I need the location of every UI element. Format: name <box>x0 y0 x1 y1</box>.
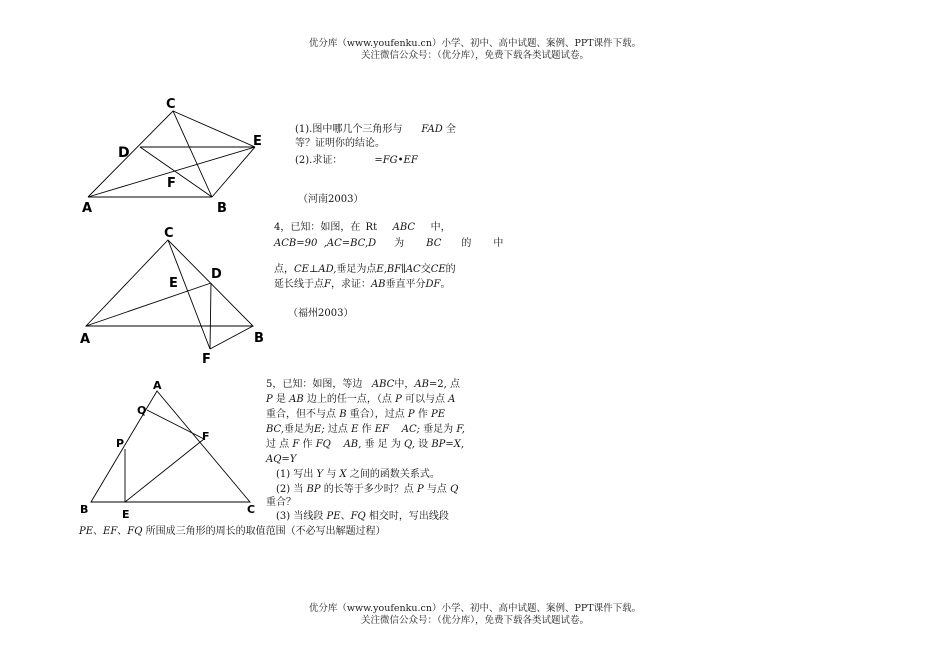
text-span: 交 <box>420 264 431 275</box>
header-line-2: 关注微信公众号：（优分库），免费下载各类试题试卷。 <box>360 50 589 61</box>
text-span: 垂足为 <box>284 424 315 435</box>
text-span: 设 <box>418 439 429 450</box>
text-span: 5，已知：如图，等边 <box>266 379 363 390</box>
figure-2 <box>80 226 264 367</box>
fig3-label-e: E <box>122 508 130 521</box>
problem5-line-4 <box>266 422 465 437</box>
text-span: X <box>339 469 347 480</box>
problem3-question-1-line-1 <box>295 122 456 137</box>
text-span: =2, 点 <box>428 379 461 390</box>
text-span: 、 <box>117 526 128 537</box>
fig1-label-b: B <box>217 201 227 216</box>
fig1-label-e: E <box>253 134 262 149</box>
problem3-source: （河南2003） <box>298 194 364 205</box>
text-span: 作 <box>417 409 428 420</box>
text-span: 、 <box>340 511 351 522</box>
fig3-line-ef <box>125 439 204 502</box>
text-span: Q <box>450 484 459 495</box>
text-span: (2) 当 <box>276 484 304 495</box>
text-span: 与点 <box>426 484 447 495</box>
fig1-label-c: C <box>166 97 176 112</box>
text-span: ACB=90 <box>274 238 318 249</box>
problem4-line-1 <box>274 220 451 235</box>
text-span: CE <box>430 264 446 275</box>
text-span: FAD <box>421 124 443 135</box>
text-span: 过点 <box>327 424 348 435</box>
text-span: EF <box>103 526 118 537</box>
text-span: ∥ <box>401 264 406 275</box>
text-span: AB, <box>343 439 362 450</box>
text-span: 为 <box>394 238 405 249</box>
text-span: PE <box>431 409 446 420</box>
text-span: E; <box>314 424 325 435</box>
fig2-line-ad <box>86 283 211 326</box>
text-span: 所围成三角形的周长的取值范围（不必写出解题过程） <box>145 526 386 537</box>
text-span: ABC <box>371 379 395 390</box>
text-span: 相交时，写出线段 <box>368 511 449 522</box>
fig3-label-c: C <box>247 503 256 516</box>
text-span: ，求证： <box>330 279 371 290</box>
fig1-line-be <box>212 147 255 197</box>
fig2-label-d: D <box>211 267 222 282</box>
text-span: FQ <box>350 511 366 522</box>
text-span: 点， <box>274 264 294 275</box>
fig2-line-bf <box>210 326 253 349</box>
text-span: 是 <box>275 394 286 405</box>
text-span: (1).图中哪几个三角形与 <box>295 124 403 135</box>
text-span: BC <box>426 238 442 249</box>
text-span: DF <box>425 279 441 290</box>
text-span: 过 点 <box>266 439 290 450</box>
text-span: 的 <box>461 238 472 249</box>
text-span: 延长线于点 <box>274 279 324 290</box>
fig3-triangle-abc <box>91 391 250 502</box>
text-span: 中 <box>493 238 504 249</box>
text-span: E <box>351 424 359 435</box>
text-span: Q, <box>404 439 415 450</box>
text-span: 重合），过点 <box>349 409 405 420</box>
text-span: AC; <box>401 424 420 435</box>
text-span: 中， <box>430 222 451 233</box>
fig3-label-p: P <box>116 437 125 450</box>
fig3-line-qf <box>147 410 204 439</box>
text-span: EF <box>374 424 389 435</box>
problem4-line-4 <box>274 277 451 292</box>
fig2-label-e: E <box>169 276 178 291</box>
text-span: CE⊥AD, <box>294 264 337 275</box>
text-span: =FG•EF <box>374 155 418 166</box>
text-span: 垂 足 为 <box>364 439 401 450</box>
text-span: AB <box>370 279 386 290</box>
text-span: (3) 当线段 <box>276 511 324 522</box>
text-span: AC <box>405 264 421 275</box>
fig1-line-db <box>140 147 212 197</box>
footer-line-2: 关注微信公众号：（优分库），免费下载各类试题试卷。 <box>360 615 589 626</box>
text-span: F <box>324 279 331 290</box>
text-span: BP <box>306 484 321 495</box>
fig1-line-ce <box>173 111 255 147</box>
text-span: 垂足为 <box>423 424 454 435</box>
text-span: 与 <box>326 469 337 480</box>
text-span: 作 <box>302 439 313 450</box>
text-span: A <box>448 394 456 405</box>
text-span: P <box>395 394 402 405</box>
text-span: E,BF <box>376 264 402 275</box>
problem4-line-2 <box>274 236 503 251</box>
text-span: 。 <box>440 279 451 290</box>
text-span: ABC <box>392 222 416 233</box>
problem5-question-2 <box>276 482 458 497</box>
fig1-label-d: D <box>118 145 130 161</box>
problem4-source: （福州2003） <box>288 308 354 319</box>
text-span: 、 <box>93 526 104 537</box>
fig1-label-f: F <box>167 176 176 191</box>
text-span: 作 <box>361 424 372 435</box>
text-span: ,AC=BC,D <box>323 238 377 249</box>
text-span: P <box>416 484 424 495</box>
text-span: 中， <box>394 379 415 390</box>
text-span: FQ <box>127 526 143 537</box>
fig2-label-a: A <box>80 332 91 347</box>
text-span: F <box>292 439 300 450</box>
text-span: FQ <box>315 439 331 450</box>
text-span: BC, <box>266 424 285 435</box>
fig2-label-b: B <box>254 331 264 346</box>
fig2-line-cf <box>168 240 210 349</box>
text-span: Y <box>316 469 324 480</box>
text-span: AB <box>289 394 304 405</box>
text-span: 边上的任一点，（点 <box>306 394 392 405</box>
fig2-line-df <box>210 283 211 349</box>
fig3-label-b: B <box>80 503 89 516</box>
text-span: PE <box>326 511 341 522</box>
fig1-label-a: A <box>82 201 93 216</box>
text-span: 垂直平分 <box>385 279 426 290</box>
text-span: 垂足为点 <box>336 264 377 275</box>
problem3-question-2 <box>295 153 418 168</box>
text-span: B <box>339 409 347 420</box>
fig3-label-f: F <box>202 430 210 443</box>
text-span: P <box>266 394 273 405</box>
text-span: 之间的函数关系式。 <box>349 469 440 480</box>
text-span: 的 <box>445 264 456 275</box>
problem5-line-1 <box>266 377 460 392</box>
problem5-question-1 <box>276 467 440 482</box>
problem5-question-2-cont: 重合？ <box>266 497 296 508</box>
fig3-label-a: A <box>153 379 162 392</box>
text-span: BP=X, <box>431 439 465 450</box>
problem5-line-6: AQ=Y <box>266 454 297 465</box>
header-line-1: 优分库（www.youfenku.cn）小学、初中、高中试题、案例、PPT课件下载。 <box>308 38 642 49</box>
page-footer <box>0 603 950 627</box>
text-span: P <box>407 409 415 420</box>
fig2-label-f: F <box>202 352 211 367</box>
text-span: (1) 写出 <box>276 469 314 480</box>
text-span: PE <box>79 526 94 537</box>
text-span: 全 <box>445 124 456 135</box>
problem3-question-1-line-2: 等？证明你的结论。 <box>295 138 385 149</box>
fig2-label-c: C <box>164 226 174 241</box>
text-span: 可以与点 <box>404 394 445 405</box>
text-span: (2).求证： <box>295 155 343 166</box>
problem4-line-3 <box>274 262 456 277</box>
figure-3 <box>80 379 255 521</box>
problem5-line-2 <box>266 392 455 407</box>
text-span: AB <box>414 379 429 390</box>
text-span: 4，已知：如图，在 Rt <box>274 222 378 233</box>
fig3-label-q: Q <box>137 404 147 417</box>
text-span: 的长等于多少时？点 <box>323 484 414 495</box>
footer-line-1: 优分库（www.youfenku.cn）小学、初中、高中试题、案例、PPT课件下载。 <box>308 603 642 614</box>
figure-1 <box>82 97 262 216</box>
problem5-question-3-line-1 <box>276 509 449 524</box>
text-span: 重合，但不与点 <box>266 409 336 420</box>
problem5-line-3 <box>266 407 445 422</box>
text-span: F, <box>456 424 465 435</box>
problem5-line-5 <box>266 437 464 452</box>
problem5-question-3-line-2 <box>79 524 386 539</box>
